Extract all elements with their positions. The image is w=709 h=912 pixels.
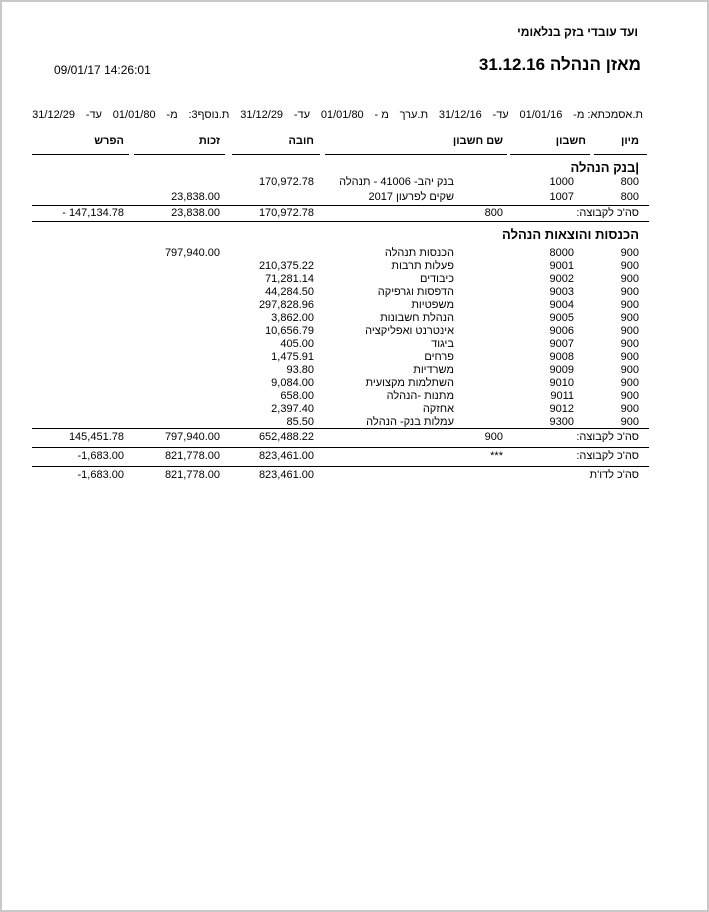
cell-account: 9001 [549, 260, 574, 272]
cell-credit: 23,838.00 [171, 191, 220, 203]
cell-account-name: משפטיות [411, 299, 454, 311]
cell-mion: 800 [620, 176, 639, 188]
cell-account: 9003 [549, 286, 574, 298]
cell-debit: 3,862.00 [271, 312, 314, 324]
filter-token: ת.ערך [399, 109, 429, 121]
separator-line [32, 466, 649, 467]
separator-line [32, 447, 649, 448]
cell-account-name: מתנות -הנהלה [386, 390, 454, 402]
cell-debit: 10,656.79 [265, 325, 314, 337]
total-label: סה'כ לקבוצה: [576, 450, 639, 462]
cell-debit: 93.80 [286, 364, 314, 376]
cell-credit: 797,940.00 [164, 247, 220, 259]
cell-account: 9005 [549, 312, 574, 324]
subtotal-label: סה'כ לקבוצה: [576, 207, 639, 219]
col-header-debit: חובה [288, 135, 314, 147]
header-underline [32, 154, 129, 155]
cell-account: 1007 [549, 191, 574, 203]
cell-account: 9002 [549, 273, 574, 285]
cell-account-name: בנק יהב- 41006 - תנהלה [339, 176, 454, 188]
col-header-credit: זכות [198, 135, 220, 147]
date-filters [32, 109, 643, 121]
cell-mion: 900 [620, 286, 639, 298]
cell-account-name: ביגוד [431, 338, 454, 350]
filter-token: עד- [85, 109, 102, 121]
col-header-account-name: שם חשבון [452, 135, 503, 147]
header-underline [510, 154, 590, 155]
cell-account-name: הנהלת חשבונות [380, 312, 454, 324]
subtotal-group-code: 900 [484, 431, 503, 443]
filter-token: מ - [374, 109, 389, 121]
header-underline [594, 154, 647, 155]
cell-account: 1000 [549, 176, 574, 188]
cell-debit: 170,972.78 [258, 176, 314, 188]
print-date: 09/01/17 [54, 63, 101, 77]
filter-token: עד- [492, 109, 509, 121]
subtotal-diff: 145,451.78 [68, 431, 124, 443]
cell-account-name: משרדיות [413, 364, 454, 376]
report-title: מאזן הנהלה 31.12.16 [478, 55, 641, 74]
filter-token: ת.נוסף3: [188, 109, 230, 121]
subtotal-credit: 797,940.00 [164, 431, 220, 443]
cell-mion: 900 [620, 260, 639, 272]
cell-mion: 900 [620, 416, 639, 428]
cell-account: 9012 [549, 403, 574, 415]
cell-account-name: שקים לפרעון 2017 [368, 191, 454, 203]
cell-account: 8000 [549, 247, 574, 259]
cell-account-name: פעלות תרבות [391, 260, 454, 272]
cell-account-name: כיבודים [419, 273, 454, 285]
col-header-mion: מיון [621, 135, 639, 147]
section-title-income-expenses: הכנסות והוצאות הנהלה [502, 227, 639, 242]
cell-account: 9010 [549, 377, 574, 389]
report-total-diff: -1,683.00 [77, 469, 124, 481]
filter-token: 01/01/80 [320, 109, 364, 121]
cell-account-name: הכנסות תנהלה [384, 247, 454, 259]
cell-mion: 900 [620, 247, 639, 259]
cell-account-name: אחזקה [422, 403, 454, 415]
cell-account: 9006 [549, 325, 574, 337]
total-diff: -1,683.00 [77, 450, 124, 462]
filter-token: 01/01/80 [112, 109, 156, 121]
cell-mion: 800 [620, 191, 639, 203]
cell-mion: 900 [620, 273, 639, 285]
separator-line [32, 205, 649, 206]
org-name: ועד עובדי בזק בנלאומי [517, 25, 638, 39]
cell-mion: 900 [620, 390, 639, 402]
filter-token: עד- [293, 109, 311, 121]
cell-debit: 2,397.40 [271, 403, 314, 415]
col-header-diff: הפרש [94, 135, 124, 147]
filter-token: ת.אסמכתא: מ- [573, 109, 643, 121]
filter-token: 01/01/16 [519, 109, 563, 121]
cell-account: 9009 [549, 364, 574, 376]
filter-token: 31/12/29 [240, 109, 284, 121]
cell-mion: 900 [620, 325, 639, 337]
col-header-account: חשבון [555, 135, 586, 147]
header-underline [232, 154, 320, 155]
cell-debit: 71,281.14 [265, 273, 314, 285]
report-total-credit: 821,778.00 [164, 469, 220, 481]
header-underline [325, 154, 507, 155]
report-total-label: סה'כ לדו'ת [589, 469, 639, 481]
total-credit: 821,778.00 [164, 450, 220, 462]
cell-debit: 210,375.22 [258, 260, 314, 272]
cell-account-name: אינטרנט ואפליקציה [365, 325, 454, 337]
subtotal-group-code: 800 [484, 207, 503, 219]
filter-token: 31/12/16 [438, 109, 482, 121]
cell-mion: 900 [620, 377, 639, 389]
separator-line [32, 428, 649, 429]
cell-account: 9008 [549, 351, 574, 363]
cell-debit: 44,284.50 [265, 286, 314, 298]
cell-account-name: פרחים [424, 351, 454, 363]
cell-account-name: הדפסות וגרפיקה [377, 286, 454, 298]
cell-debit: 658.00 [280, 390, 314, 402]
subtotal-credit: 23,838.00 [171, 207, 220, 219]
report-total-debit: 823,461.00 [258, 469, 314, 481]
cell-account-name: השתלמות מקצועית [365, 377, 454, 389]
filter-token: 31/12/29 [32, 109, 75, 121]
cell-debit: 405.00 [280, 338, 314, 350]
total-group-code: *** [490, 450, 503, 462]
cell-mion: 900 [620, 351, 639, 363]
cell-debit: 9,084.00 [271, 377, 314, 389]
filter-token: מ- [166, 109, 178, 121]
cell-account: 9011 [550, 390, 574, 402]
cell-account: 9007 [549, 338, 574, 350]
cell-mion: 900 [620, 299, 639, 311]
cell-mion: 900 [620, 312, 639, 324]
cell-account: 9004 [549, 299, 574, 311]
subtotal-debit: 170,972.78 [258, 207, 314, 219]
cell-debit: 85.50 [286, 416, 314, 428]
subtotal-diff: - 147,134.78 [62, 207, 124, 219]
cell-mion: 900 [620, 338, 639, 350]
subtotal-debit: 652,488.22 [258, 431, 314, 443]
cell-debit: 1,475.91 [271, 351, 314, 363]
cell-mion: 900 [620, 403, 639, 415]
print-time: 14:26:01 [104, 63, 151, 77]
section-title-bank: |בנק הנהלה [570, 160, 639, 175]
cell-account: 9300 [549, 416, 574, 428]
separator-line [32, 221, 649, 222]
cell-mion: 900 [620, 364, 639, 376]
cell-account-name: עמלות בנק- הנהלה [366, 416, 454, 428]
total-debit: 823,461.00 [258, 450, 314, 462]
subtotal-label: סה'כ לקבוצה: [576, 431, 639, 443]
print-timestamp [34, 63, 151, 77]
cell-debit: 297,828.96 [258, 299, 314, 311]
header-underline [134, 154, 225, 155]
